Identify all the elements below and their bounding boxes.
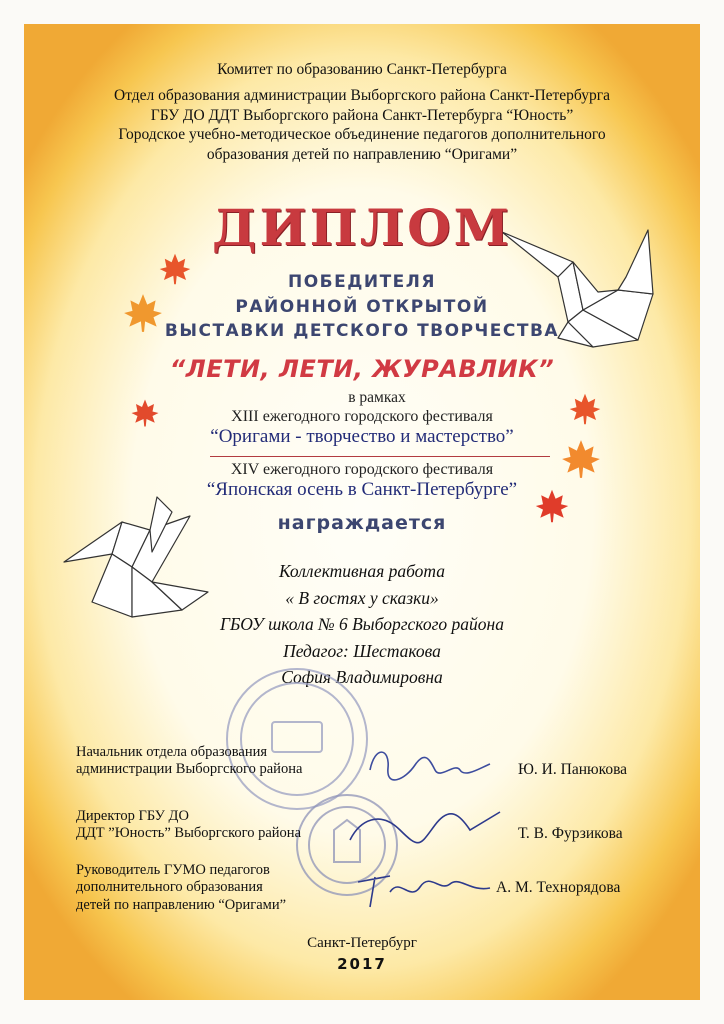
- divider-line: [210, 456, 550, 457]
- awarded-label: награждается: [277, 512, 447, 534]
- header-institution: ГБУ ДО ДДТ Выборгского района Санкт-Петербурга “Юность”: [150, 106, 574, 124]
- recipient-school: ГБОУ школа № 6 Выборгского района: [220, 614, 504, 635]
- footer-city: Санкт-Петербург: [307, 935, 417, 951]
- diploma-title: ДИПЛОМ: [211, 198, 513, 257]
- signature-icon: [350, 862, 500, 912]
- subtitle-line-3: ВЫСТАВКИ ДЕТСКОГО ТВОРЧЕСТВА: [164, 321, 560, 342]
- recipient-teacher: Педагог: Шестакова: [283, 640, 441, 661]
- subtitle-line-2: РАЙОННОЙ ОТКРЫТОЙ: [235, 296, 489, 317]
- signature-2-position-line-1: Директор ГБУ ДО: [76, 808, 189, 824]
- recipient-work-type: Коллективная работа: [278, 561, 446, 581]
- signature-2-position: [76, 808, 301, 843]
- header-block: [0, 60, 724, 165]
- header-department: Отдел образования администрации Выборгского района Санкт-Петербурга: [114, 86, 610, 104]
- signature-1-position: [76, 744, 302, 779]
- header-association: Городское учебно-методическое объединение педагогов дополнительного: [118, 126, 606, 144]
- header-association-cont: образования детей по направлению “Оригами”: [206, 146, 518, 164]
- signature-icon: [360, 740, 500, 790]
- recipient-work-title: « В гостях у сказки»: [285, 587, 439, 608]
- diploma-subtitle: [0, 270, 724, 344]
- framework-label: в рамках: [348, 389, 406, 406]
- signature-2-name: Т. В. Фурзикова: [518, 825, 623, 842]
- festival-1-line-1: XIII ежегодного городского фестиваля: [231, 408, 493, 425]
- signature-3-position-line-2: дополнительного образования: [76, 879, 263, 896]
- festival-2-line-1: XIV ежегодного городского фестиваля: [230, 461, 494, 478]
- festival-1-title: “Оригами - творчество и мастерство”: [210, 426, 514, 447]
- header-committee: Комитет по образованию Санкт-Петербурга: [217, 61, 507, 78]
- signature-icon: [340, 800, 510, 860]
- festival-1: [0, 408, 724, 448]
- footer-year: 2017: [337, 955, 387, 973]
- signature-1-position-line-2: администрации Выборгского района: [76, 761, 303, 778]
- recipient-teacher-name: София Владимировна: [281, 667, 443, 688]
- signature-3-name: А. М. Технорядова: [496, 879, 621, 896]
- signature-1-name: Ю. И. Панюкова: [518, 761, 628, 778]
- event-name: “ЛЕТИ, ЛЕТИ, ЖУРАВЛИК”: [169, 355, 555, 383]
- signature-1-position-line-1: Начальник отдела образования: [76, 744, 268, 760]
- signature-3-position-line-1: Руководитель ГУМО педагогов: [76, 862, 270, 878]
- subtitle-line-1: ПОБЕДИТЕЛЯ: [287, 272, 437, 292]
- signature-3-position: [76, 862, 286, 914]
- festival-2-title: “Японская осень в Санкт-Петербурге”: [206, 479, 518, 500]
- festival-2: [0, 461, 724, 501]
- signature-2-position-line-2: ДДТ ”Юность” Выборгского района: [76, 825, 302, 842]
- signature-3-position-line-3: детей по направлению “Оригами”: [76, 896, 287, 913]
